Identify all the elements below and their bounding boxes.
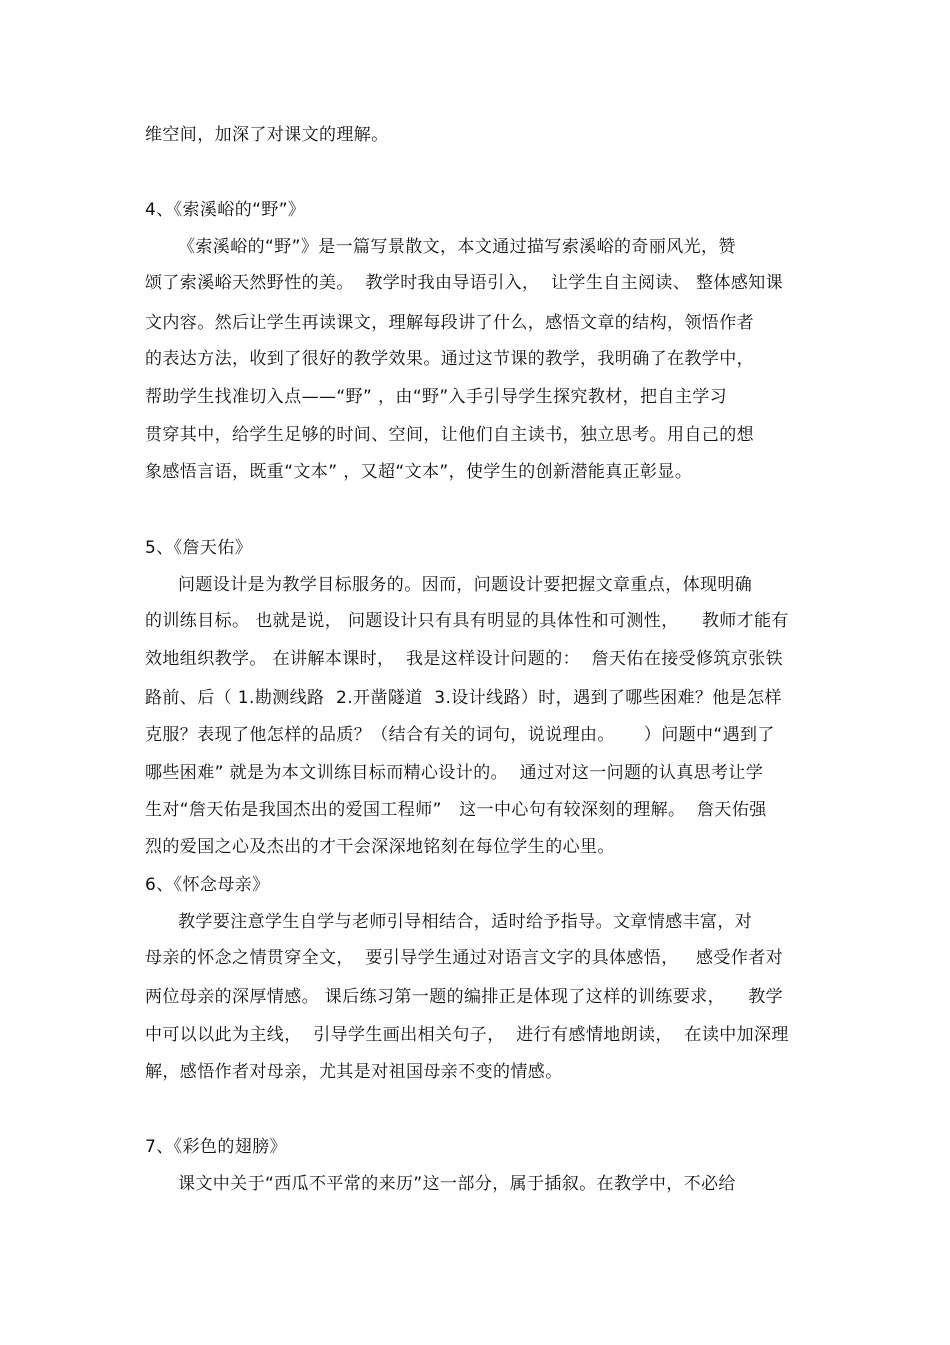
paragraph-line: 生对“詹天佑是我国杰出的爱国工程师” 这一中心句有较深刻的理解。 詹天佑强	[145, 800, 767, 820]
paragraph-line: 《索溪峪的“野”》是一篇写景散文，本文通过描写索溪峪的奇丽风光，赞	[178, 237, 736, 257]
paragraph-line: 烈的爱国之心及杰出的才干会深深地铭刻在每位学生的心里。	[145, 837, 615, 857]
paragraph-line: 哪些困难” 就是为本文训练目标而精心设计的。 通过对这一问题的认真思考让学	[145, 763, 764, 783]
paragraph-line: 教学要注意学生自学与老师引导相结合，适时给予指导。文章情感丰富，对	[178, 912, 753, 932]
paragraph-line: 中可以以此为主线， 引导学生画出相关句子， 进行有感情地朗读， 在读中加深理	[145, 1025, 789, 1045]
paragraph-line: 母亲的怀念之情贯穿全文， 要引导学生通过对语言文字的具体感悟， 感受作者对	[145, 948, 784, 968]
paragraph-line: 解，感悟作者对母亲，尤其是对祖国母亲不变的情感。	[145, 1062, 563, 1082]
section-heading: 6、《怀念母亲》	[145, 875, 270, 895]
paragraph-line: 文内容。然后让学生再读课文，理解每段讲了什么，感悟文章的结构，领悟作者	[145, 313, 754, 333]
paragraph-line: 两位母亲的深厚情感。 课后练习第一题的编排正是体现了这样的训练要求， 教学	[145, 987, 784, 1007]
paragraph-line: 克服？表现了他怎样的品质？（结合有关的词句，说说理由。 ）问题中“遇到了	[145, 725, 775, 745]
paragraph-line: 问题设计是为教学目标服务的。因而，问题设计要把握文章重点，体现明确	[178, 575, 753, 595]
text-line: 维空间，加深了对课文的理解。	[145, 125, 389, 145]
section-heading: 7、《彩色的翅膀》	[145, 1137, 287, 1157]
paragraph-line: 路前、后（ 1.勘测线路 2.开凿隧道 3.设计线路）时，遇到了哪些困难？他是怎样	[145, 688, 782, 708]
paragraph-line: 课文中关于“西瓜不平常的来历”这一部分，属于插叙。在教学中，不必给	[178, 1174, 736, 1194]
paragraph-line: 贯穿其中，给学生足够的时间、空间，让他们自主读书，独立思考。用自己的想	[145, 425, 754, 445]
section-heading: 5、《詹天佑》	[145, 538, 253, 558]
paragraph-line: 的训练目标。 也就是说， 问题设计只有具有明显的具体性和可测性， 教师才能有	[145, 611, 789, 631]
paragraph-line: 效地组织教学。 在讲解本课时， 我是这样设计问题的： 詹天佑在接受修筑京张铁	[145, 649, 784, 669]
section-heading: 4、《索溪峪的“野”》	[145, 200, 306, 220]
paragraph-line: 的表达方法，收到了很好的教学效果。通过这节课的教学，我明确了在教学中，	[145, 349, 754, 369]
paragraph-line: 象感悟言语，既重“文本” ，又超“文本”，使学生的创新潜能真正彰显。	[145, 462, 693, 482]
paragraph-line: 帮助学生找准切入点——“野” ，由“野”入手引导学生探究教材，把自主学习	[145, 387, 728, 407]
paragraph-line: 颂了索溪峪天然野性的美。 教学时我由导语引入， 让学生自主阅读、 整体感知课	[145, 273, 784, 293]
